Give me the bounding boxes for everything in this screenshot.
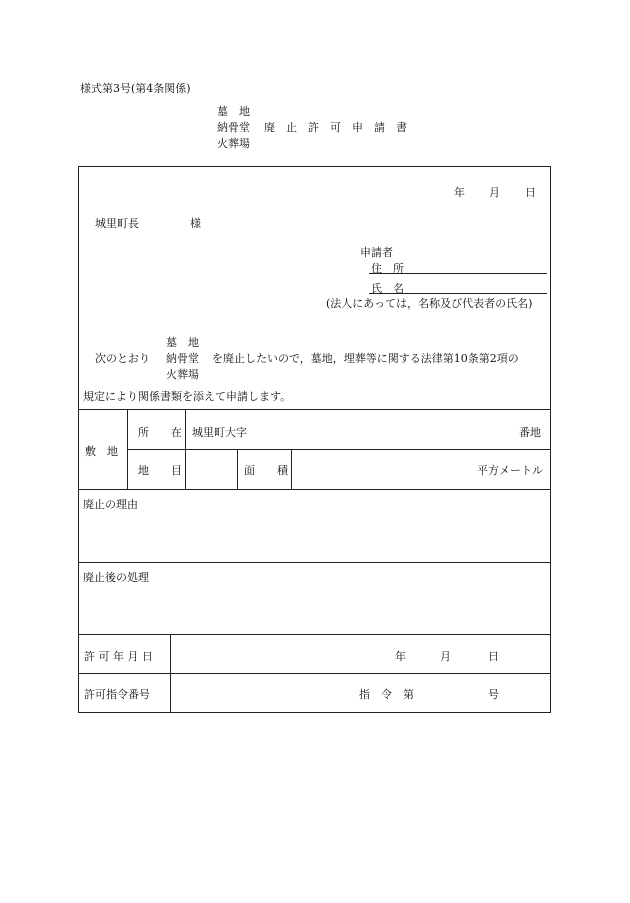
site-location-label: 所 在	[138, 426, 182, 439]
title-option-ossuary: 納骨堂	[217, 121, 250, 134]
site-location-suffix: 番地	[519, 426, 541, 439]
permit-date-label: 許 可 年 月 日	[84, 650, 153, 663]
date-year-label: 年	[454, 186, 465, 199]
site-label: 敷 地	[85, 445, 118, 458]
permit-number-top-border	[79, 673, 550, 674]
site-area-label: 面 積	[244, 464, 288, 477]
reason-top-border	[79, 489, 550, 490]
permit-date-month: 月	[440, 650, 451, 663]
site-area-unit: 平方メートル	[477, 464, 543, 477]
body-option-crematorium: 火葬場	[166, 368, 199, 381]
applicant-address-label: 住 所	[371, 262, 404, 275]
permit-number-label: 許可指令番号	[84, 688, 150, 701]
permit-date-year: 年	[395, 650, 406, 663]
permit-number-go: 号	[488, 688, 499, 701]
date-month-label: 月	[489, 186, 500, 199]
reason-label: 廃止の理由	[83, 498, 138, 511]
address-underline	[369, 273, 547, 274]
permit-number-shirei: 指 令 第	[359, 688, 414, 701]
site-location-value[interactable]: 城里町大字	[192, 426, 247, 439]
site-mid-border	[127, 449, 550, 450]
permit-date-day: 日	[488, 650, 499, 663]
document-title: 廃 止 許 可 申 請 書	[264, 121, 407, 134]
name-underline	[369, 293, 547, 294]
application-form	[78, 166, 551, 713]
addressee-name: 城里町長	[95, 217, 139, 230]
date-day-label: 日	[525, 186, 536, 199]
body-option-cemetery: 墓 地	[166, 336, 199, 349]
applicant-note: (法人にあっては，名称及び代表者の氏名)	[326, 297, 533, 310]
site-col-divider-2	[237, 449, 238, 489]
body-line2: 規定により関係書類を添えて申請します。	[83, 390, 292, 403]
site-top-border	[79, 409, 550, 410]
applicant-name-label: 氏 名	[371, 282, 404, 295]
body-option-ossuary: 納骨堂	[166, 352, 199, 365]
addressee-honorific: 様	[190, 217, 201, 230]
title-option-crematorium: 火葬場	[217, 137, 250, 150]
body-prefix: 次のとおり	[95, 352, 150, 365]
form-id: 様式第3号(第4条関係)	[80, 82, 191, 95]
disposal-label: 廃止後の処理	[83, 571, 149, 584]
title-option-cemetery: 墓 地	[217, 105, 250, 118]
site-category-label: 地 目	[138, 464, 182, 477]
body-suffix: を廃止したいので，墓地，埋葬等に関する法律第10条第2項の	[212, 352, 519, 365]
disposal-top-border	[79, 562, 550, 563]
applicant-label: 申請者	[360, 246, 393, 259]
permit-date-top-border	[79, 634, 550, 635]
site-col-divider-3	[291, 449, 292, 489]
